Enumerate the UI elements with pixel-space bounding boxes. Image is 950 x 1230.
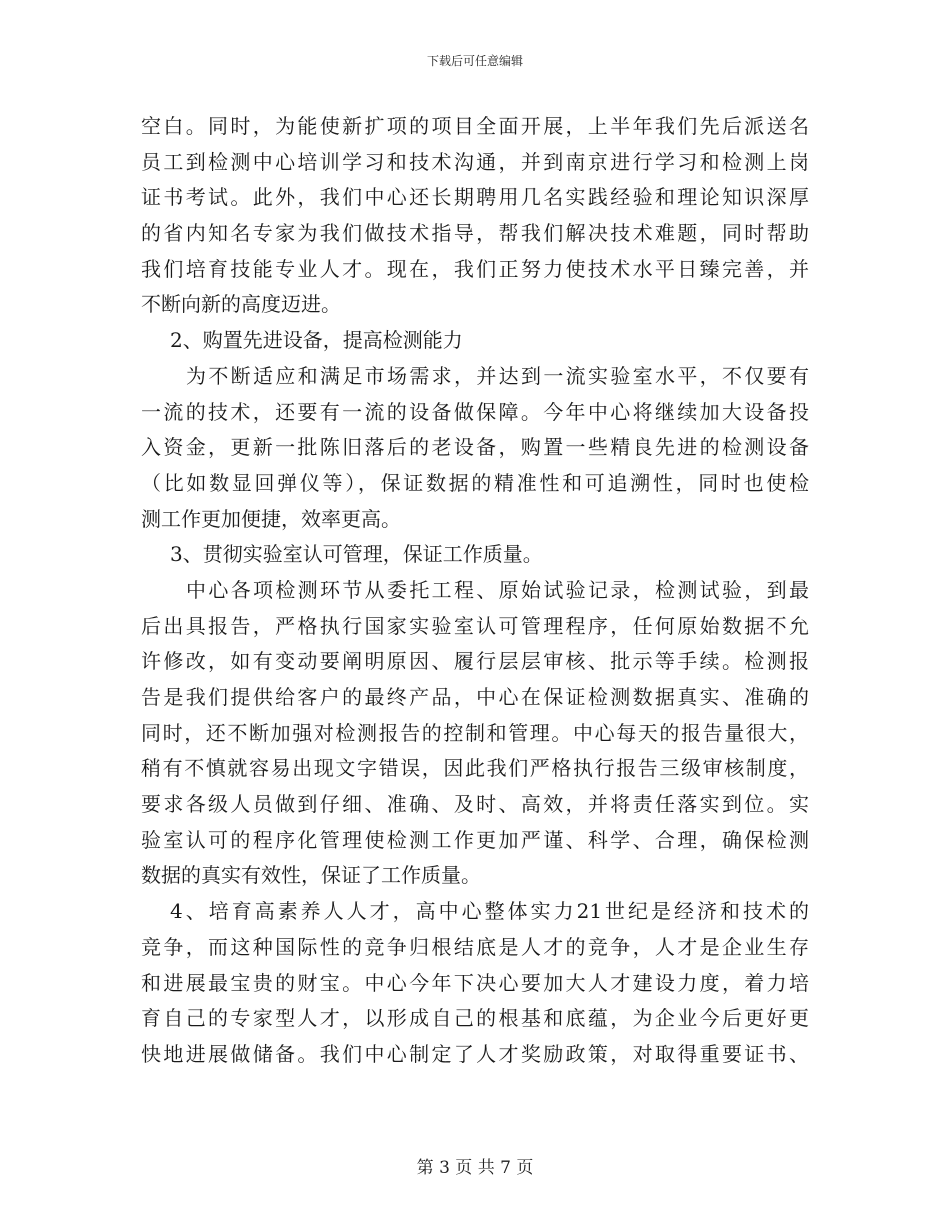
text-line: 一流的技术，还要有一流的设备做保障。今年中心将继续加大设备投: [141, 399, 809, 424]
text-line: 测工作更加便捷，效率更高。: [141, 506, 401, 531]
text-line: 的省内知名专家为我们做技术指导，帮我们解决技术难题，同时帮助: [141, 221, 809, 246]
text-line: 入资金，更新一批陈旧落后的老设备，购置一些精良先进的检测设备: [141, 435, 809, 460]
text-line: 许修改，如有变动要阐明原因、履行层层审核、批示等手续。检测报: [141, 649, 809, 674]
text-line: 后出具报告，严格执行国家实验室认可管理程序，任何原始数据不允: [141, 613, 809, 638]
text-line: 我们培育技能专业人才。现在，我们正努力使技术水平日臻完善，并: [141, 256, 809, 281]
section-heading-2: 2、购置先进设备，提高检测能力: [170, 328, 463, 353]
text-line: 空白。同时，为能使新扩项的项目全面开展，上半年我们先后派送名: [141, 114, 809, 138]
text-line: 4、培育高素养人人才，高中心整体实力21世纪是经济和技术的: [170, 899, 809, 924]
page-footer: 第 3 页 共 7 页: [416, 1158, 534, 1178]
text-line: 不断向新的高度迈进。: [141, 292, 341, 317]
text-line: （比如数显回弹仪等），保证数据的精准性和可追溯性，同时也使检: [141, 470, 809, 495]
text-line: 验室认可的程序化管理使检测工作更加严谨、科学、合理，确保检测: [141, 827, 809, 852]
text-line: 告是我们提供给客户的最终产品，中心在保证检测数据真实、准确的: [141, 685, 809, 709]
document-body: [141, 109, 809, 1073]
text-line: 稍有不慎就容易出现文字错误，因此我们严格执行报告三级审核制度，: [141, 756, 809, 781]
text-line: 为不断适应和满足市场需求，并达到一流实验室水平，不仅要有: [186, 363, 809, 388]
text-line: 中心各项检测环节从委托工程、原始试验记录，检测试验，到最: [186, 577, 809, 602]
text-line: 竞争，而这种国际性的竞争归根结底是人才的竞争，人才是企业生存: [141, 934, 809, 959]
text-line: 员工到检测中心培训学习和技术沟通，并到南京进行学习和检测上岗: [141, 149, 809, 174]
section-heading-3: 3、贯彻实验室认可管理，保证工作质量。: [170, 542, 543, 567]
text-line: 同时，还不断加强对检测报告的控制和管理。中心每天的报告量很大，: [141, 720, 809, 745]
text-line: 证书考试。此外，我们中心还长期聘用几名实践经验和理论知识深厚: [141, 185, 809, 210]
text-line: 数据的真实有效性，保证了工作质量。: [141, 863, 481, 888]
text-line: 要求各级人员做到仔细、准确、及时、高效，并将责任落实到位。实: [141, 792, 809, 817]
text-line: 和进展最宝贵的财宝。中心今年下决心要加大人才建设力度，着力培: [141, 970, 809, 995]
text-line: 育自己的专家型人才，以形成自己的根基和底蕴，为企业今后更好更: [141, 1006, 809, 1031]
text-line: 快地进展做储备。我们中心制定了人才奖励政策，对取得重要证书、: [141, 1041, 809, 1066]
page-header: 下载后可任意编辑: [426, 54, 523, 68]
